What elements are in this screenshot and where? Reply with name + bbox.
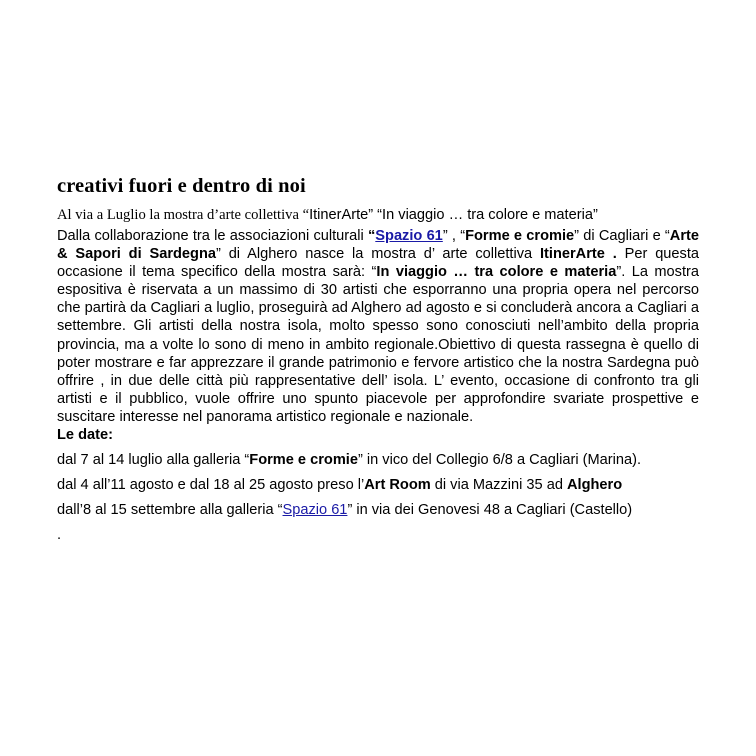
- subtitle-theme: ItinerArte” “In viaggio … tra colore e materia”: [309, 207, 598, 223]
- date-2-text-1: dal 4 all’11 agosto e dal 18 al 25 agosto preso l’: [57, 477, 365, 494]
- body-text-2: ” , “: [442, 228, 466, 244]
- date-line-3: [57, 501, 699, 519]
- body-quote-1: “: [368, 228, 376, 244]
- body-text-5: Per questa occasione il tema specifico della mostra sarà: “: [57, 246, 700, 281]
- body-text-6: ”. La mostra espositiva è riservata a un massimo di 30 artisti che esporranno una propria opera nel percorso che partirà da Cagliari a luglio, proseguirà ad Alghero ad agosto e si concluderà ancora a Cagliari a settembre. Gli artisti della nostra isola, molto spesso sono conosciuti nell’ambito della propria provincia, ma a volte lo sono di meno in ambito regionale.Obiettivo di questa rassegna è quello di poter mostrare e far apprezzare il grande patrimonio e fervore artistico che la nostra Sardegna può offrire , in due delle città più rappresentative dell’ isola. L’ evento, occasione di confronto tra gli artisti e il pubblico, vuole offrire uno spunto piacevole per approfondire svariate prospettive e suscitare interesse nel panorama artistico regionale e nazionale.: [57, 264, 700, 425]
- date-2-venue: Art Room: [364, 477, 431, 494]
- subtitle: [57, 205, 699, 225]
- spazio61-link[interactable]: Spazio 61: [375, 228, 443, 244]
- body-text-4: ” di Alghero nasce la mostra d’ arte collettiva: [215, 246, 540, 263]
- date-3-spazio61-link[interactable]: Spazio 61: [282, 502, 348, 519]
- trailing-dot: .: [57, 527, 62, 544]
- arte-sapori-name: Arte & Sapori di Sardegna: [57, 228, 699, 263]
- date-line-2: [57, 476, 699, 494]
- subtitle-intro: Al via a Luglio la mostra d’arte collettiva “: [57, 207, 310, 223]
- itinerarte-name: ItinerArte .: [540, 246, 617, 263]
- document: [57, 172, 699, 551]
- body-paragraph: [57, 227, 699, 426]
- date-1-text-2: ” in vico del Collegio 6/8 a Cagliari (Marina).: [357, 452, 642, 469]
- theme-name: In viaggio … tra colore e materia: [376, 264, 617, 281]
- date-2-text-2: di via Mazzini 35 ad: [430, 477, 567, 494]
- date-line-1: [57, 451, 699, 469]
- page-title: creativi fuori e dentro di noi: [57, 175, 306, 197]
- date-3-text-1: dall’8 al 15 settembre alla galleria “: [57, 502, 283, 519]
- dates-heading: Le date:: [57, 427, 113, 444]
- date-3-text-2: ” in via dei Genovesi 48 a Cagliari (Castello): [347, 502, 633, 519]
- date-2-city: Alghero: [567, 477, 623, 494]
- date-1-venue: Forme e cromie: [249, 452, 358, 469]
- forme-cromie-name: Forme e cromie: [465, 228, 575, 244]
- body-text-3: ” di Cagliari e “: [574, 228, 670, 244]
- date-1-text-1: dal 7 al 14 luglio alla galleria “: [57, 452, 250, 469]
- body-text-1: Dalla collaborazione tra le associazioni culturali: [57, 228, 368, 244]
